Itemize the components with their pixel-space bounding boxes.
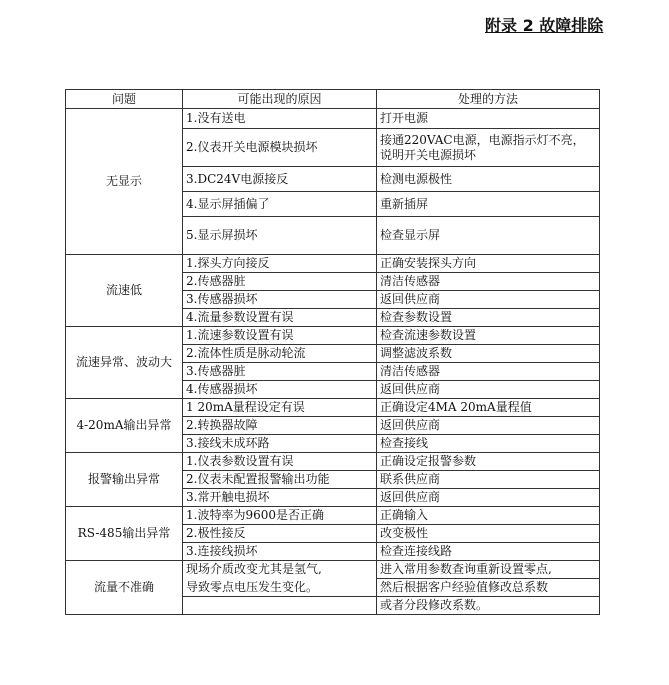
table-row <box>66 255 600 273</box>
cause-cell: 2.流体性质是脉动轮流 <box>183 345 377 363</box>
cause-cell: 5.显示屏损坏 <box>183 217 377 255</box>
method-cell: 正确安装探头方向 <box>377 255 600 273</box>
cause-cell: 3.接线未成环路 <box>183 435 377 453</box>
table-row <box>66 399 600 417</box>
method-cell: 重新插屏 <box>377 192 600 217</box>
cause-cell: 1.探头方向接反 <box>183 255 377 273</box>
page-title: 附录 2 故障排除 <box>485 16 604 35</box>
method-cell: 打开电源 <box>377 109 600 129</box>
method-cell: 正确设定4MA 20mA量程值 <box>377 399 600 417</box>
method-cell: 清洁传感器 <box>377 363 600 381</box>
cause-cell: 1.没有送电 <box>183 109 377 129</box>
method-cell: 返回供应商 <box>377 417 600 435</box>
cause-cell: 4.传感器损坏 <box>183 381 377 399</box>
cause-cell: 3.连接线损坏 <box>183 543 377 561</box>
header-method: 处理的方法 <box>377 90 600 109</box>
method-cell: 返回供应商 <box>377 291 600 309</box>
header-problem: 问题 <box>66 90 183 109</box>
method-cell: 然后根据客户经验值修改总系数 <box>377 579 600 597</box>
cause-cell: 2.传感器脏 <box>183 273 377 291</box>
problem-cell: 流速异常、波动大 <box>66 327 183 399</box>
header-cause: 可能出现的原因 <box>183 90 377 109</box>
method-cell: 检测电源极性 <box>377 167 600 192</box>
method-cell: 正确输入 <box>377 507 600 525</box>
table-row <box>66 109 600 129</box>
cause-cell: 3.传感器脏 <box>183 363 377 381</box>
cause-cell: 导致零点电压发生变化。 <box>183 579 377 597</box>
cause-cell: 3.常开触电损坏 <box>183 489 377 507</box>
cause-cell: 1.仪表参数设置有误 <box>183 453 377 471</box>
method-cell: 检查流速参数设置 <box>377 327 600 345</box>
method-cell: 进入常用参数查询重新设置零点, <box>377 561 600 579</box>
method-cell: 改变极性 <box>377 525 600 543</box>
cause-cell: 2.仪表开关电源模块损坏 <box>183 129 377 167</box>
problem-cell: 报警输出异常 <box>66 453 183 507</box>
method-cell: 检查连接线路 <box>377 543 600 561</box>
cause-cell: 1.波特率为9600是否正确 <box>183 507 377 525</box>
cause-cell: 2.极性接反 <box>183 525 377 543</box>
problem-cell: 4-20mA输出异常 <box>66 399 183 453</box>
method-cell: 返回供应商 <box>377 489 600 507</box>
cause-cell: 4.显示屏插偏了 <box>183 192 377 217</box>
method-cell: 检查参数设置 <box>377 309 600 327</box>
cause-cell: 现场介质改变尤其是氢气, <box>183 561 377 579</box>
method-cell: 联系供应商 <box>377 471 600 489</box>
method-cell: 或者分段修改系数。 <box>377 597 600 615</box>
cause-cell: 3.传感器损坏 <box>183 291 377 309</box>
method-cell: 调整滤波系数 <box>377 345 600 363</box>
table-header-row <box>66 90 600 109</box>
problem-cell: 无显示 <box>66 109 183 255</box>
cause-cell: 3.DC24V电源接反 <box>183 167 377 192</box>
table-row <box>66 507 600 525</box>
method-cell: 检查显示屏 <box>377 217 600 255</box>
method-cell: 清洁传感器 <box>377 273 600 291</box>
cause-cell: 4.流量参数设置有误 <box>183 309 377 327</box>
problem-cell: 流速低 <box>66 255 183 327</box>
method-cell: 正确设定报警参数 <box>377 453 600 471</box>
table-row <box>66 453 600 471</box>
cause-cell: 1 20mA量程设定有误 <box>183 399 377 417</box>
problem-cell: RS-485输出异常 <box>66 507 183 561</box>
cause-cell: 2.仪表未配置报警输出功能 <box>183 471 377 489</box>
method-cell: 返回供应商 <box>377 381 600 399</box>
cause-cell: 1.流速参数设置有误 <box>183 327 377 345</box>
problem-cell: 流量不准确 <box>66 561 183 615</box>
cause-cell <box>183 597 377 615</box>
cause-cell: 2.转换器故障 <box>183 417 377 435</box>
table-row <box>66 327 600 345</box>
method-cell: 接通220VAC电源，电源指示灯不亮，说明开关电源损坏 <box>377 129 600 167</box>
troubleshooting-table <box>65 89 600 615</box>
method-cell: 检查接线 <box>377 435 600 453</box>
table-row <box>66 561 600 579</box>
